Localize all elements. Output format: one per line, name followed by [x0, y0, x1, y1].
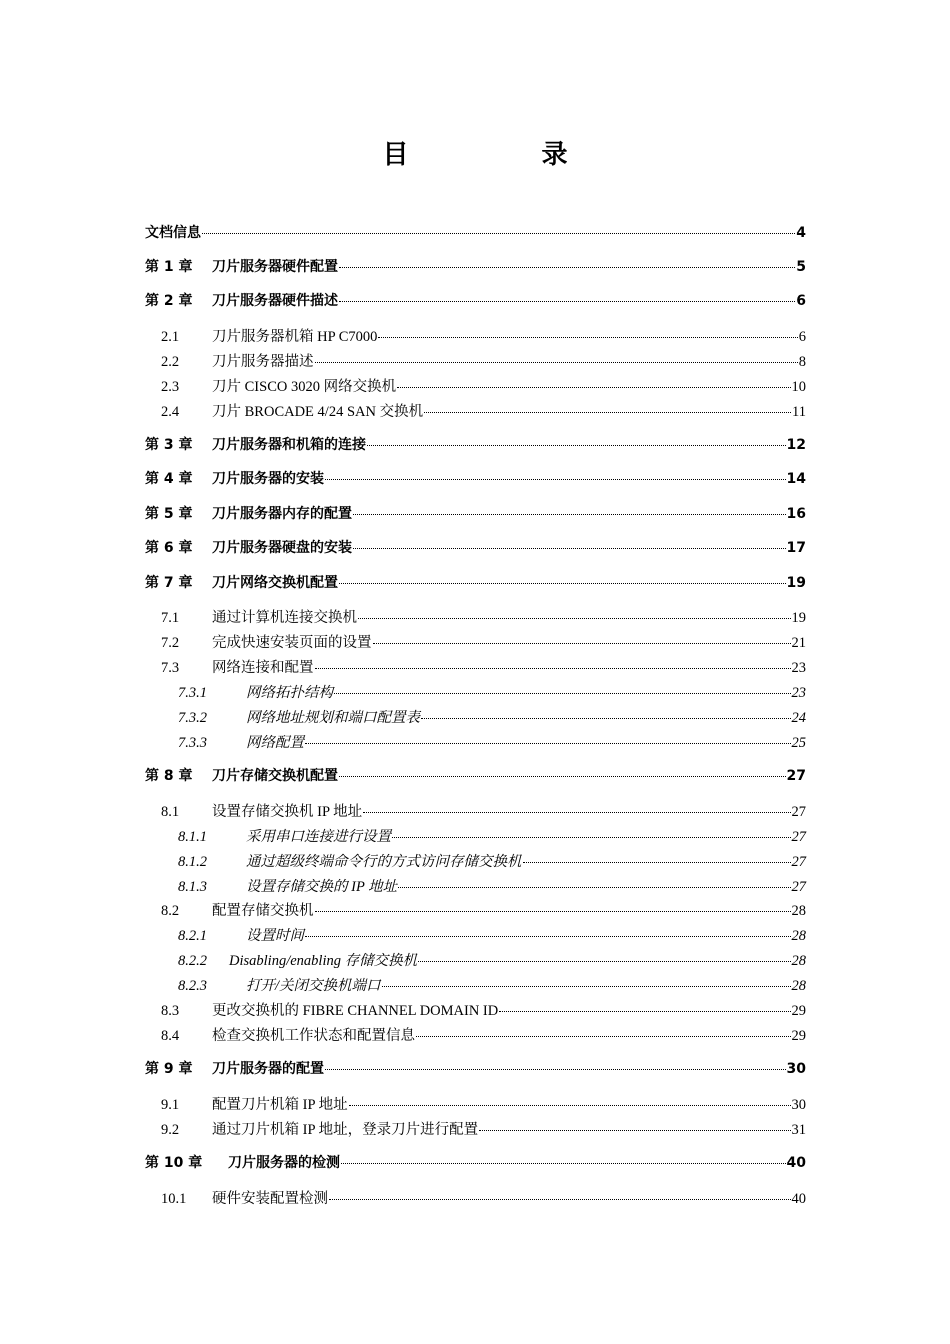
toc-entry-page: 23 — [791, 685, 806, 701]
dot-leader — [363, 812, 790, 813]
toc-entry[interactable] — [145, 434, 806, 454]
toc-entry-page: 5 — [796, 259, 806, 275]
toc-entry-title: 配置刀片机箱 IP 地址 — [212, 1097, 348, 1113]
toc-entry-number: 8.2 — [161, 903, 180, 919]
toc-entry-page: 11 — [792, 404, 806, 420]
toc-entry[interactable] — [145, 706, 806, 727]
toc-entry-title: 网络地址规划和端口配置表 — [246, 710, 420, 726]
dot-leader — [339, 583, 786, 584]
toc-entry-page: 10 — [791, 379, 806, 395]
toc-entry-number: 2.4 — [161, 404, 180, 420]
toc-entry[interactable] — [145, 350, 806, 371]
toc-entry-number: 第 2 章 — [145, 293, 193, 309]
toc-entry-number: 7.1 — [161, 610, 180, 626]
toc-entry[interactable] — [145, 1093, 806, 1114]
toc-entry-title: 设置存储交换机 IP 地址 — [212, 804, 363, 820]
toc-entry[interactable] — [145, 606, 806, 627]
dot-leader — [325, 1069, 786, 1070]
toc-entry-number: 8.2.2 — [178, 953, 207, 969]
toc-entry-page: 29 — [791, 1003, 806, 1019]
toc-entry[interactable] — [145, 290, 806, 310]
toc-entry-title: 通过超级终端命令行的方式访问存储交换机 — [246, 854, 522, 870]
dot-leader — [305, 743, 791, 744]
toc-entry-title: 刀片服务器和机箱的连接 — [212, 437, 366, 453]
toc-entry[interactable] — [145, 899, 806, 920]
dot-leader — [339, 301, 795, 302]
toc-entry-title: 文档信息 — [145, 225, 201, 241]
toc-entry-number: 10.1 — [161, 1191, 187, 1207]
toc-entry[interactable] — [145, 468, 806, 488]
toc-entry-page: 8 — [798, 354, 806, 370]
toc-entry-page: 30 — [791, 1097, 806, 1113]
toc-entry-number: 第 4 章 — [145, 471, 193, 487]
dot-leader — [378, 337, 797, 338]
toc-entry-page: 27 — [791, 854, 806, 870]
toc-entry-number: 第 1 章 — [145, 259, 193, 275]
dot-leader — [424, 412, 791, 413]
toc-entry-page: 28 — [791, 928, 806, 944]
toc-entry[interactable] — [145, 656, 806, 677]
toc-entry-page: 24 — [791, 710, 806, 726]
dot-leader — [315, 911, 791, 912]
dot-leader — [334, 693, 791, 694]
toc-entry-page: 25 — [791, 735, 806, 751]
toc-entry-title: 刀片服务器的安装 — [212, 471, 324, 487]
toc-entry-number: 8.2.1 — [178, 928, 207, 944]
toc-entry-title: 网络连接和配置 — [212, 660, 314, 676]
toc-entry-number: 8.4 — [161, 1028, 180, 1044]
toc-entry-page: 27 — [791, 829, 806, 845]
dot-leader — [418, 961, 790, 962]
toc-entry[interactable] — [145, 1118, 806, 1139]
toc-entry-number: 7.3 — [161, 660, 180, 676]
toc-entry-title: 硬件安装配置检测 — [212, 1191, 328, 1207]
toc-entry-number: 8.1 — [161, 804, 180, 820]
toc-entry[interactable] — [145, 325, 806, 346]
toc-entry-page: 40 — [791, 1191, 806, 1207]
dot-leader — [416, 1036, 791, 1037]
toc-entry-title: 设置时间 — [246, 928, 304, 944]
toc-entry[interactable] — [145, 949, 806, 970]
toc-entry-title: 刀片 BROCADE 4/24 SAN 交换机 — [212, 404, 424, 420]
toc-entry-page: 21 — [791, 635, 806, 651]
toc-entry-number: 第 9 章 — [145, 1061, 193, 1077]
toc-entry[interactable] — [145, 681, 806, 702]
toc-entry-number: 8.1.2 — [178, 854, 207, 870]
dot-leader — [479, 1130, 790, 1131]
dot-leader — [398, 887, 790, 888]
toc-entry-page: 6 — [798, 329, 806, 345]
dot-leader — [329, 1199, 791, 1200]
dot-leader — [349, 1105, 791, 1106]
toc-entry-page: 27 — [791, 804, 806, 820]
toc-entry-title: 完成快速安装页面的设置 — [212, 635, 372, 651]
toc-entry-number: 第 3 章 — [145, 437, 193, 453]
toc-entry-page: 27 — [791, 879, 806, 895]
dot-leader — [358, 618, 791, 619]
toc-entry[interactable] — [145, 375, 806, 396]
toc-entry-title: 刀片服务器硬件描述 — [212, 293, 338, 309]
toc-entry-page: 12 — [786, 437, 806, 453]
toc-entry-number: 7.3.3 — [178, 735, 207, 751]
toc-entry[interactable] — [145, 765, 806, 785]
toc-entry-title: 网络拓扑结构 — [246, 685, 333, 701]
toc-entry[interactable] — [145, 537, 806, 557]
toc-entry-number: 第 5 章 — [145, 506, 193, 522]
toc-entry-page: 30 — [786, 1061, 806, 1077]
toc-entry[interactable] — [145, 631, 806, 652]
dot-leader — [339, 776, 786, 777]
toc-entry-title: 网络配置 — [246, 735, 304, 751]
toc-entry-title: Disabling/enabling 存储交换机 — [229, 953, 418, 969]
toc-entry-title: 刀片存储交换机配置 — [212, 768, 338, 784]
toc-entry[interactable] — [145, 999, 806, 1020]
toc-entry-page: 19 — [791, 610, 806, 626]
dot-leader — [315, 362, 798, 363]
toc-entry-page: 6 — [796, 293, 806, 309]
toc-entry-title: 刀片服务器的检测 — [228, 1155, 340, 1171]
toc-entry-page: 23 — [791, 660, 806, 676]
toc-entry[interactable] — [145, 222, 806, 242]
dot-leader — [373, 643, 791, 644]
toc-entry-number: 9.2 — [161, 1122, 180, 1138]
toc-entry-page: 28 — [791, 953, 806, 969]
toc-entry[interactable] — [145, 731, 806, 752]
dot-leader — [382, 986, 791, 987]
toc-entry[interactable] — [145, 572, 806, 592]
toc-entry-title: 检查交换机工作状态和配置信息 — [212, 1028, 415, 1044]
toc-entry-page: 27 — [786, 768, 806, 784]
toc-entry[interactable] — [145, 400, 806, 421]
toc-entry-number: 9.1 — [161, 1097, 180, 1113]
toc-entry-title: 刀片网络交换机配置 — [212, 575, 338, 591]
toc-entry-title: 配置存储交换机 — [212, 903, 314, 919]
dot-leader — [305, 936, 791, 937]
toc-entry-title: 刀片服务器的配置 — [212, 1061, 324, 1077]
toc-entry-page: 29 — [791, 1028, 806, 1044]
dot-leader — [325, 479, 786, 480]
toc-entry-page: 40 — [786, 1155, 806, 1171]
toc-entry-page: 16 — [786, 506, 806, 522]
toc-entry-page: 28 — [791, 978, 806, 994]
toc-entry-title: 刀片服务器硬件配置 — [212, 259, 338, 275]
toc-entry[interactable] — [145, 1187, 806, 1208]
toc-entry-page: 19 — [786, 575, 806, 591]
toc-entry-title: 刀片 CISCO 3020 网络交换机 — [212, 379, 397, 395]
toc-entry-number: 8.3 — [161, 1003, 180, 1019]
toc-entry-title: 刀片服务器机箱 HP C7000 — [212, 329, 378, 345]
toc-entry-page: 4 — [796, 225, 806, 241]
toc-entry[interactable] — [145, 1058, 806, 1078]
toc-entry-page: 17 — [786, 540, 806, 556]
toc-entry-title: 刀片服务器内存的配置 — [212, 506, 352, 522]
toc-entry-number: 2.1 — [161, 329, 180, 345]
toc-entry-number: 7.3.2 — [178, 710, 207, 726]
toc-entry-page: 31 — [791, 1122, 806, 1138]
toc-entry[interactable] — [145, 1024, 806, 1045]
toc-entry[interactable] — [145, 1152, 806, 1172]
toc-entry-number: 8.1.1 — [178, 829, 207, 845]
toc-entry-number: 第 7 章 — [145, 575, 193, 591]
dot-leader — [353, 548, 786, 549]
toc-entry-number: 第 10 章 — [145, 1155, 203, 1171]
toc-entry[interactable] — [145, 974, 806, 995]
toc-entry-number: 2.3 — [161, 379, 180, 395]
toc-entry-title: 采用串口连接进行设置 — [246, 829, 391, 845]
dot-leader — [499, 1011, 790, 1012]
toc-entry-number: 8.1.3 — [178, 879, 207, 895]
dot-leader — [397, 387, 790, 388]
toc-entry-number: 第 8 章 — [145, 768, 193, 784]
dot-leader — [523, 862, 791, 863]
toc-entry[interactable] — [145, 503, 806, 523]
dot-leader — [392, 837, 791, 838]
dot-leader — [315, 668, 791, 669]
page-title: 目 录 — [382, 140, 630, 170]
toc-entry[interactable] — [145, 875, 806, 896]
toc-entry-number: 7.3.1 — [178, 685, 207, 701]
toc-entry-page: 28 — [791, 903, 806, 919]
toc-entry-title: 通过刀片机箱 IP 地址，登录刀片进行配置 — [212, 1122, 479, 1138]
toc-entry-title: 刀片服务器硬盘的安装 — [212, 540, 352, 556]
toc-entry-number: 2.2 — [161, 354, 180, 370]
toc-entry-title: 刀片服务器描述 — [212, 354, 314, 370]
dot-leader — [339, 267, 795, 268]
dot-leader — [353, 514, 786, 515]
toc-entry-number: 8.2.3 — [178, 978, 207, 994]
dot-leader — [202, 233, 795, 234]
toc-entry[interactable] — [145, 924, 806, 945]
dot-leader — [421, 718, 791, 719]
toc-entry-title: 通过计算机连接交换机 — [212, 610, 357, 626]
toc-entry[interactable] — [145, 825, 806, 846]
toc-entry-number: 第 6 章 — [145, 540, 193, 556]
toc-entry-number: 7.2 — [161, 635, 180, 651]
toc-entry[interactable] — [145, 800, 806, 821]
toc-entry[interactable] — [145, 850, 806, 871]
dot-leader — [341, 1163, 786, 1164]
toc-entry-page: 14 — [786, 471, 806, 487]
toc-entry-title: 打开/关闭交换机端口 — [246, 978, 381, 994]
toc-entry-title: 更改交换机的 FIBRE CHANNEL DOMAIN ID — [212, 1003, 499, 1019]
toc-entry-title: 设置存储交换的 IP 地址 — [246, 879, 398, 895]
dot-leader — [367, 445, 786, 446]
toc-entry[interactable] — [145, 256, 806, 276]
